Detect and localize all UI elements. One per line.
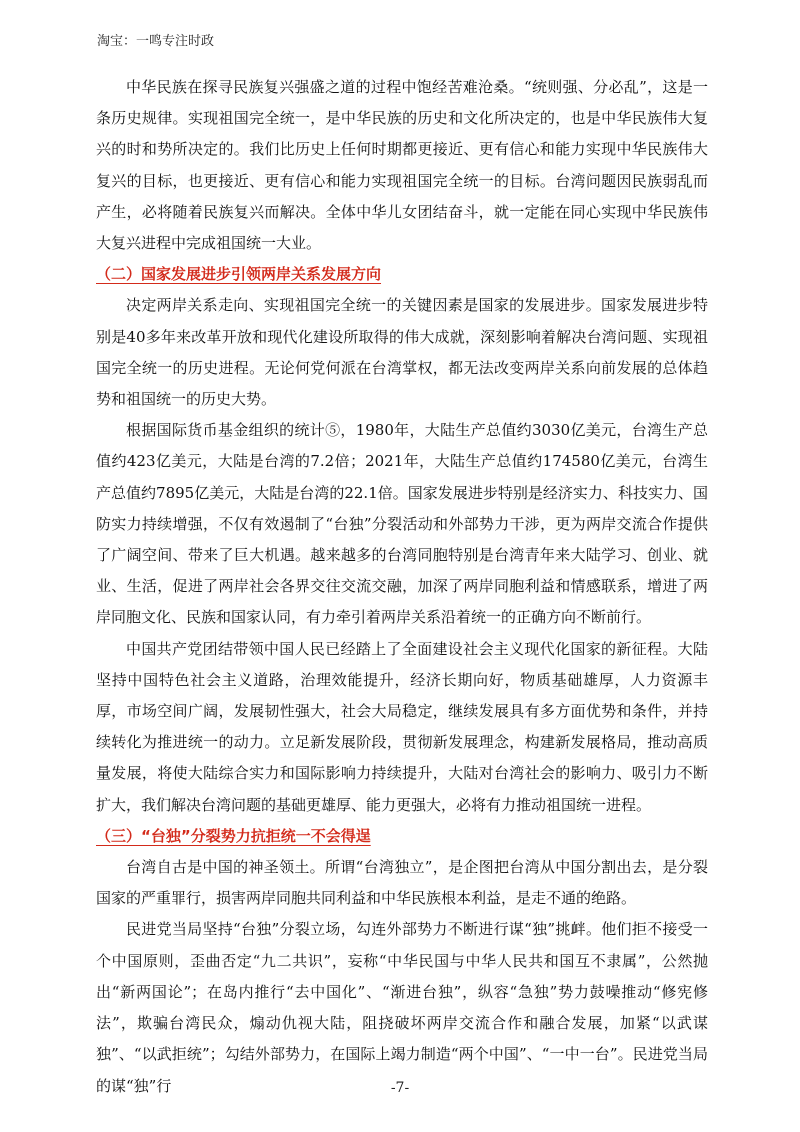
section-heading-3 (96, 821, 708, 852)
paragraph-2: 决定两岸关系走向、实现祖国完全统一的关键因素是国家的发展进步。国家发展进步特别是40多年来改革开放和现代化建设所取得的伟大成就，深刻影响着解决台湾问题、实现祖国完全统一的历史进程。无论何党何派在台湾掌权，都无法改变两岸关系向前发展的总体趋势和祖国统一的历史大势。 (96, 296, 708, 409)
paragraph-6: 民进党当局坚持“台独”分裂立场，勾连外部势力不断进行谋“独”挑衅。他们拒不接受一个中国原则，歪曲否定“九二共识”，妄称“中华民国与中华人民共和国互不隶属”，公然抛出“新两国论”；在岛内推行“去中国化”、“渐进台独”，纵容“急独”势力鼓噪推动“修宪修法”，欺骗台湾民众，煽动仇视大陆，阻挠破坏两岸交流合作和融合发展，加紧“以武谋独”、“以武拒统”；勾结外部势力，在国际上竭力制造“两个中国”、“一中一台”。民进党当局的谋“独”行 (96, 920, 708, 1095)
section-heading-3-text: （三）“台独”分裂势力抗拒统一不会得逞 (96, 826, 371, 845)
section-heading-2-text: （二）国家发展进步引领两岸关系发展方向 (96, 265, 382, 284)
document-body (96, 72, 708, 1102)
section-heading-2 (96, 259, 708, 290)
paragraph-3: 根据国际货币基金组织的统计⑤，1980年，大陆生产总值约3030亿美元，台湾生产总值约423亿美元，大陆是台湾的7.2倍；2021年，大陆生产总值约174580亿美元，台湾生产总值约7895亿美元，大陆是台湾的22.1倍。国家发展进步特别是经济实力、科技实力、国防实力持续增强，不仅有效遏制了“台独”分裂活动和外部势力干涉，更为两岸交流合作提供了广阔空间、带来了巨大机遇。越来越多的台湾同胞特别是台湾青年来大陆学习、创业、就业、生活，促进了两岸社会各界交往交流交融，加深了两岸同胞利益和情感联系，增进了两岸同胞文化、民族和国家认同，有力牵引着两岸关系沿着统一的正确方向不断前行。 (96, 421, 708, 627)
paragraph-4: 中国共产党团结带领中国人民已经踏上了全面建设社会主义现代化国家的新征程。大陆坚持中国特色社会主义道路，治理效能提升，经济长期向好，物质基础雄厚，人力资源丰厚，市场空间广阔，发展韧性强大，社会大局稳定，继续发展具有多方面优势和条件，并持续转化为推进统一的动力。立足新发展阶段，贯彻新发展理念，构建新发展格局，推动高质量发展，将使大陆综合实力和国际影响力持续提升，大陆对台湾社会的影响力、吸引力不断扩大，我们解决台湾问题的基础更雄厚、能力更强大，必将有力推动祖国统一进程。 (96, 639, 708, 814)
page-header: 淘宝：一鸣专注时政 (97, 34, 215, 49)
page-number: -7- (390, 1080, 410, 1096)
paragraph-5: 台湾自古是中国的神圣领土。所谓“台湾独立”，是企图把台湾从中国分割出去，是分裂国家的严重罪行，损害两岸同胞共同利益和中华民族根本利益，是走不通的绝路。 (96, 858, 708, 908)
paragraph-1: 中华民族在探寻民族复兴强盛之道的过程中饱经苦难沧桑。“统则强、分必乱”，这是一条历史规律。实现祖国完全统一，是中华民族的历史和文化所决定的，也是中华民族伟大复兴的时和势所决定的。我们比历史上任何时期都更接近、更有信心和能力实现中华民族伟大复兴的目标，也更接近、更有信心和能力实现祖国完全统一的目标。台湾问题因民族弱乱而产生，必将随着民族复兴而解决。全体中华儿女团结奋斗，就一定能在同心实现中华民族伟大复兴进程中完成祖国统一大业。 (96, 78, 708, 253)
